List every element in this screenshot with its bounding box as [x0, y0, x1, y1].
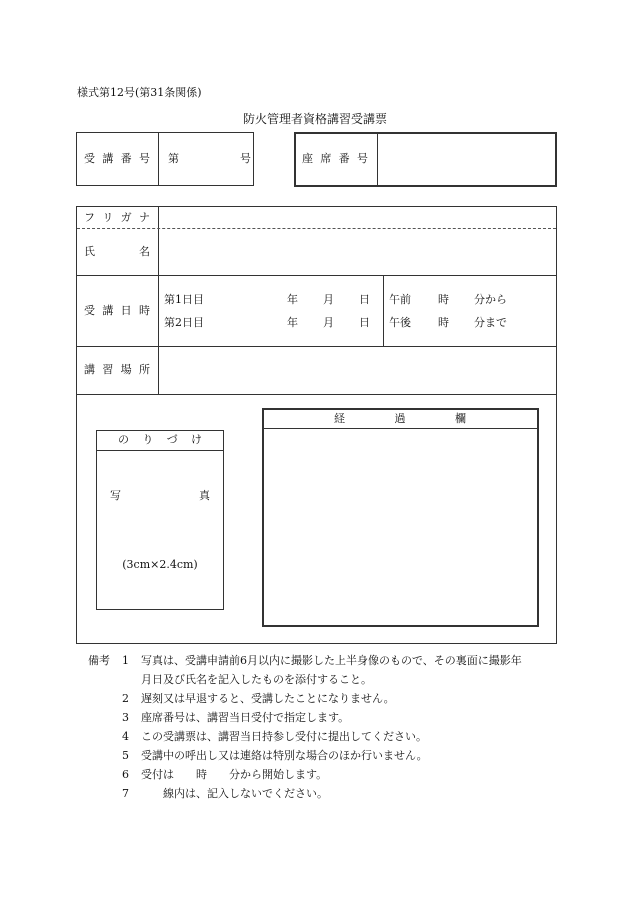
date-label: 受 講 日 時 [84, 304, 150, 317]
furigana-dashed-line [77, 228, 556, 229]
furigana-label: フ リ ガ ナ [84, 211, 150, 224]
place-label: 講 習 場 所 [84, 363, 150, 376]
note-number: 4 [122, 730, 129, 743]
day-label: 日 [359, 316, 370, 329]
day2-label: 第2日目 [164, 316, 204, 329]
note-number: 2 [122, 692, 129, 705]
year-label: 年 [287, 316, 298, 329]
am-label: 午前 [389, 293, 411, 306]
progress-header-divider [264, 428, 537, 429]
note-text: 遅刻又は早退すると、受講したことになりません。 [141, 692, 395, 705]
progress-header-label: 経 過 欄 [334, 412, 466, 425]
day1-label: 第1日目 [164, 293, 204, 306]
note-text: 受講中の呼出し又は連絡は特別な場合のほか行いません。 [141, 749, 428, 762]
progress-box [262, 408, 539, 627]
note-number: 5 [122, 749, 129, 762]
jukou-number-label: 受 講 番 号 [84, 152, 150, 165]
notes-prefix: 備考 [88, 654, 110, 667]
note-text: 写真は、受講申請前6月以内に撮影した上半身像のもので、その裏面に撮影年 [141, 654, 522, 667]
seat-number-label: 座 席 番 号 [302, 152, 368, 165]
minute-until-label: 分まで [474, 316, 507, 329]
photo-header-label: の り づ け [118, 433, 202, 446]
day-label: 日 [359, 293, 370, 306]
photo-header-divider [97, 450, 223, 451]
note-text: 月日及び氏名を記入したものを添付すること。 [141, 673, 372, 686]
dai-label: 第 [168, 152, 179, 165]
photo-size: (3cm×2.4cm) [122, 558, 198, 571]
note-number: 1 [122, 654, 129, 667]
note-number: 7 [122, 787, 129, 800]
row-divider [77, 275, 556, 276]
year-label: 年 [287, 293, 298, 306]
gou-label: 号 [240, 152, 251, 165]
time-column-divider [383, 275, 384, 346]
photo-label: 写 真 [110, 489, 210, 502]
note-text: 座席番号は、講習当日受付で指定します。 [141, 711, 350, 724]
note-text: この受講票は、講習当日持参し受付に提出してください。 [141, 730, 427, 743]
form-number: 様式第12号(第31条関係) [77, 86, 202, 99]
note-text: 受付は 時 分から開始します。 [141, 768, 328, 781]
note-number: 6 [122, 768, 129, 781]
form-title: 防火管理者資格講習受講票 [242, 112, 387, 126]
name-label: 氏 名 [84, 245, 150, 258]
row-divider [77, 394, 556, 395]
note-text: 線内は、記入しないでください。 [141, 787, 328, 800]
hour-label: 時 [438, 316, 449, 329]
pm-label: 午後 [389, 316, 411, 329]
row-divider [77, 346, 556, 347]
divider [158, 132, 159, 186]
minute-from-label: 分から [474, 293, 507, 306]
note-number: 3 [122, 711, 129, 724]
label-column-divider [158, 206, 159, 394]
divider [377, 134, 378, 185]
month-label: 月 [323, 316, 334, 329]
photo-box [96, 430, 224, 610]
month-label: 月 [323, 293, 334, 306]
hour-label: 時 [438, 293, 449, 306]
